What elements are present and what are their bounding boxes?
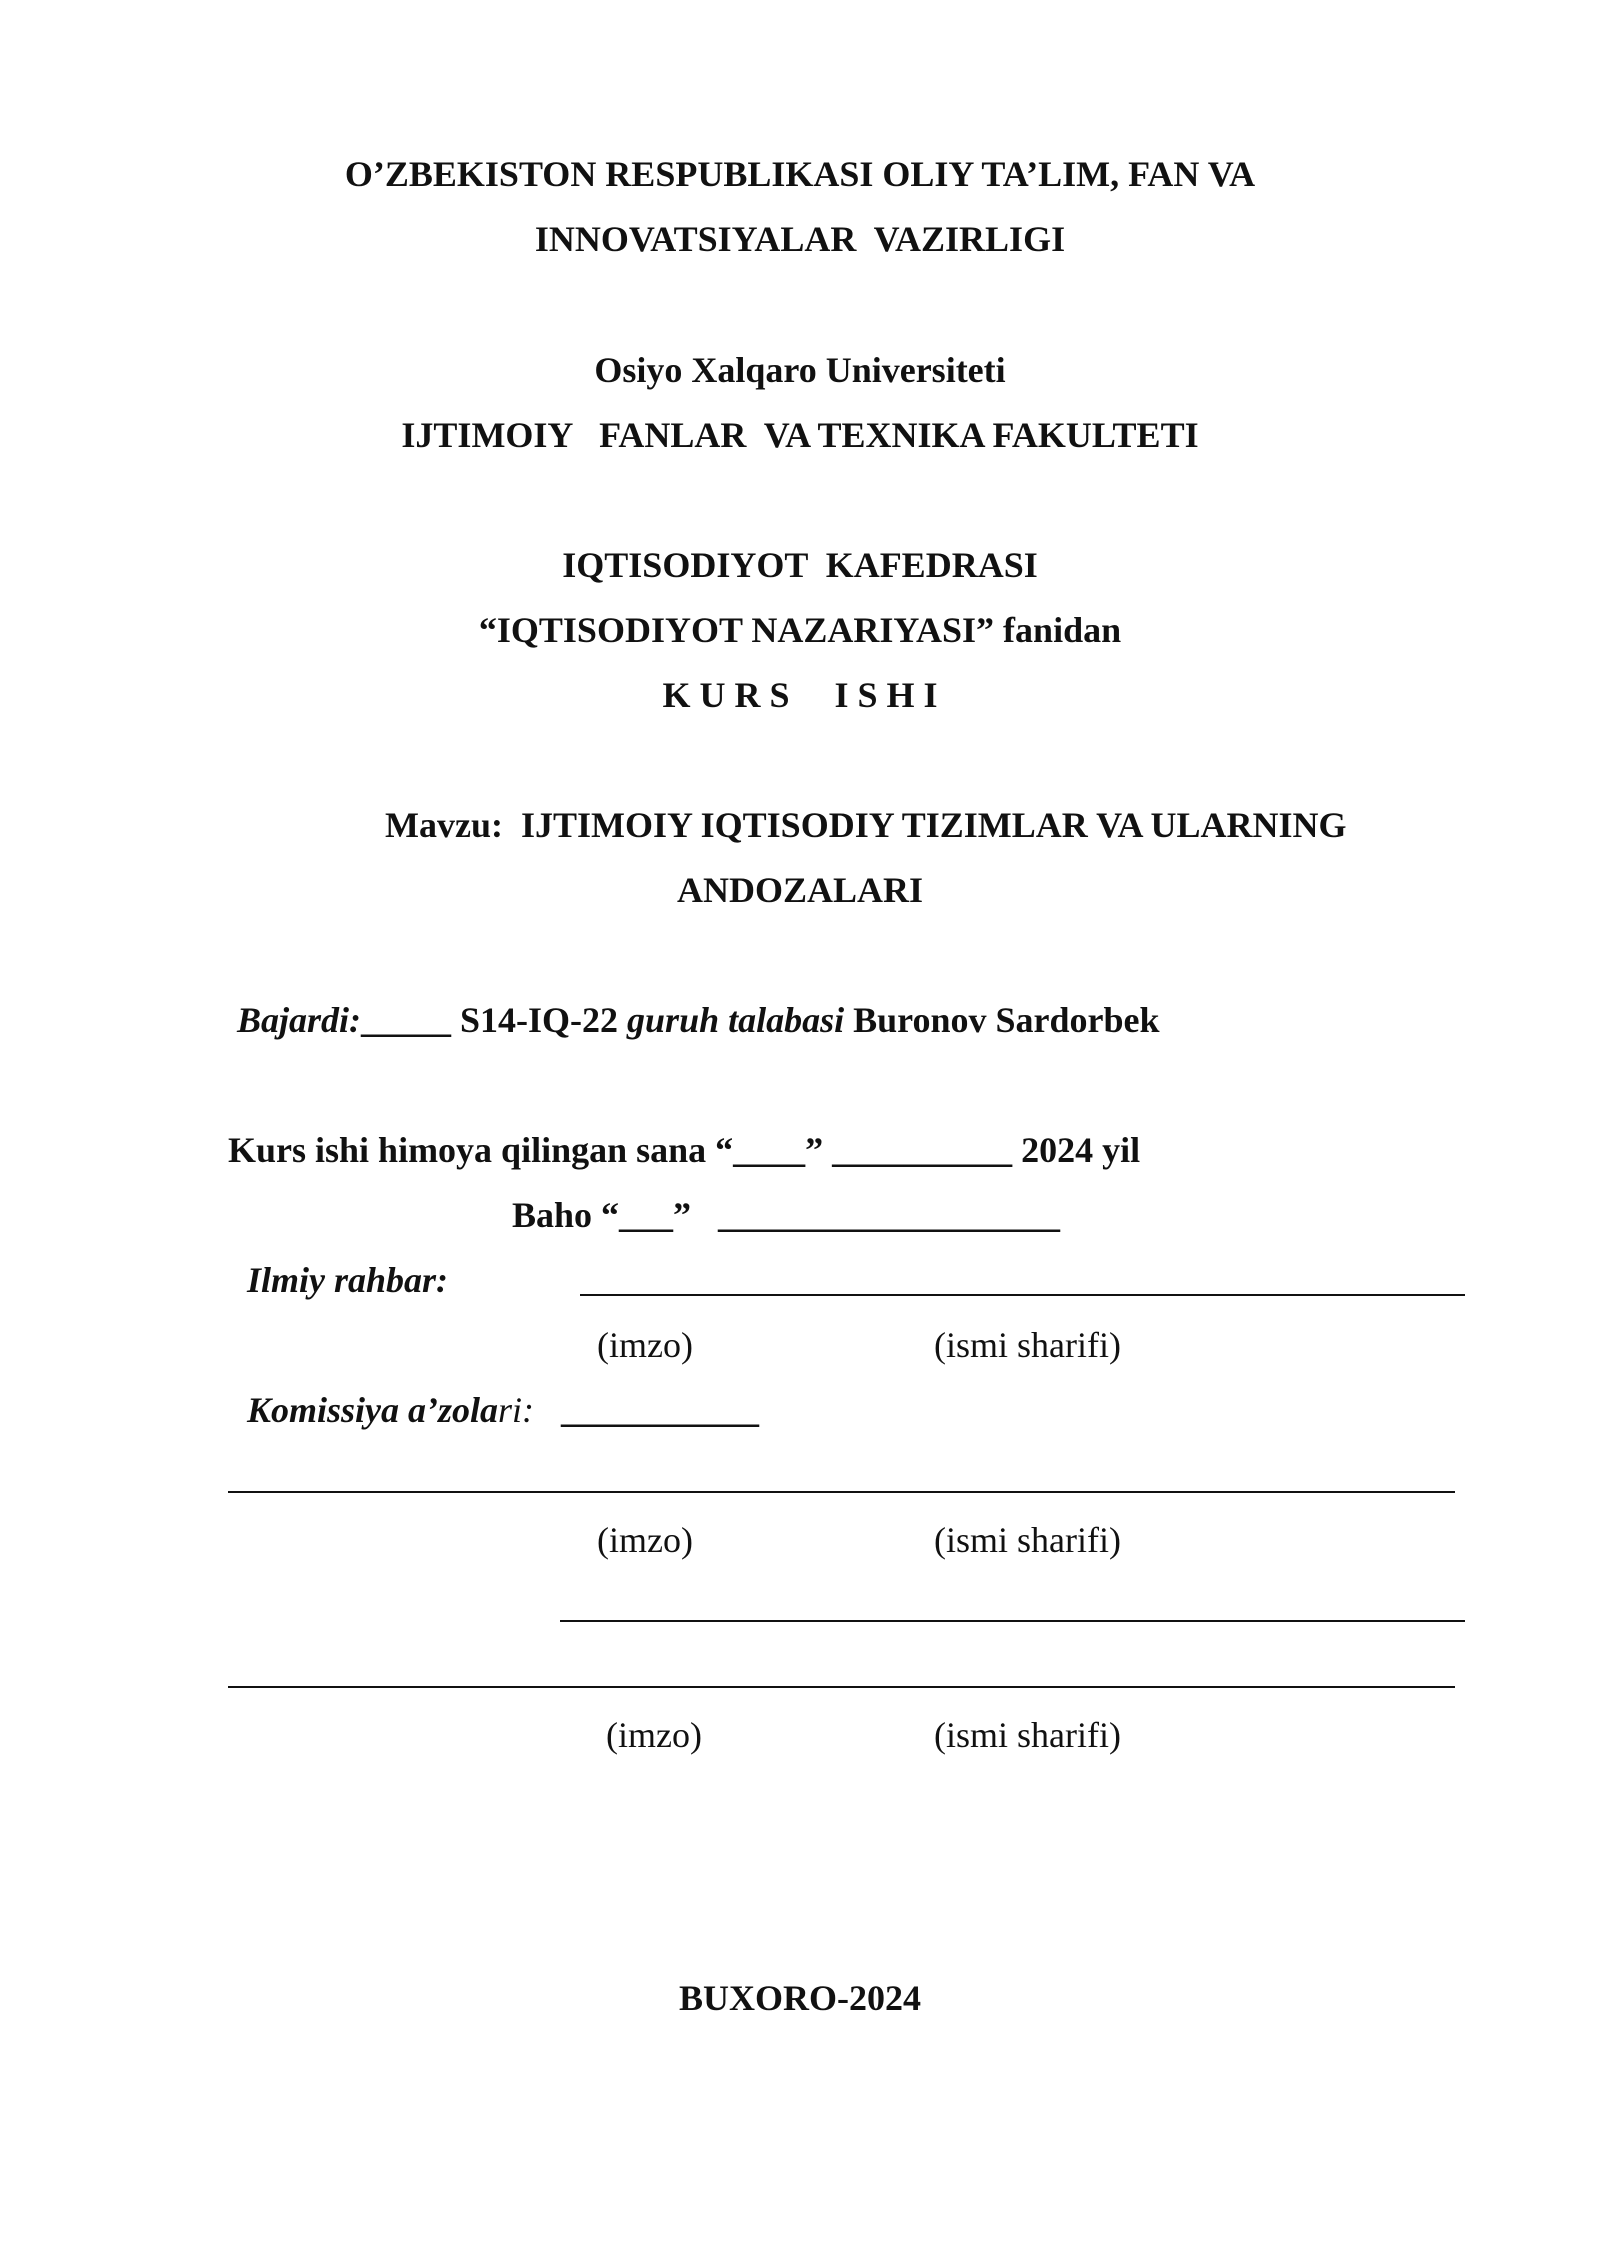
commission-label-suffix: ri: — [498, 1390, 535, 1430]
commission-line — [247, 1388, 759, 1432]
topic-title-part2: ANDOZALARI — [676, 870, 924, 910]
commission-member1-name-caption: (ismi sharifi) — [934, 1520, 1121, 1560]
student-label: Bajardi: — [237, 1000, 362, 1040]
topic-title-part1: IJTIMOIY IQTISODIY TIZIMLAR VA ULARNING — [520, 805, 1347, 845]
defense-date-line: Kurs ishi himoya qilingan sana “____” __________ 2024 yil — [228, 1130, 1141, 1170]
student-blank: _____ — [361, 1000, 452, 1040]
university-name: Osiyo Xalqaro Universiteti — [594, 350, 1006, 390]
student-name: Buronov Sardorbek — [844, 1000, 1160, 1040]
grade-line: Baho “___” ___________________ — [512, 1195, 1061, 1235]
commission-member2-name-caption: (ismi sharifi) — [934, 1715, 1121, 1755]
city-year: BUXORO-2024 — [679, 1978, 921, 2018]
supervisor-signature-rule — [580, 1294, 1465, 1296]
ministry-title-line2: INNOVATSIYALAR VAZIRLIGI — [534, 219, 1066, 259]
commission-label: Komissiya a’zola — [247, 1390, 499, 1430]
commission-blank: ___________ — [561, 1390, 760, 1430]
commission-member2-signature-caption: (imzo) — [606, 1715, 702, 1755]
topic-line1 — [385, 803, 1347, 847]
work-type: K U R S I S H I — [662, 675, 938, 715]
supervisor-label: Ilmiy rahbar: — [247, 1260, 449, 1300]
topic-label: Mavzu: — [385, 805, 503, 845]
commission-member1-rule — [228, 1491, 1455, 1493]
commission-member1-signature-caption: (imzo) — [597, 1520, 693, 1560]
student-line — [237, 998, 1160, 1042]
student-group: S14-IQ-22 — [451, 1000, 628, 1040]
supervisor-name-caption: (ismi sharifi) — [934, 1325, 1121, 1365]
subject-name: “IQTISODIYOT NAZARIYASI” fanidan — [478, 610, 1122, 650]
ministry-title-line1: O’ZBEKISTON RESPUBLIKASI OLIY TA’LIM, FAN VA — [344, 154, 1256, 194]
commission-member2-name-rule — [228, 1686, 1455, 1688]
commission-member2-signature-rule — [560, 1620, 1465, 1622]
faculty-name: IJTIMOIY FANLAR VA TEXNIKA FAKULTETI — [401, 415, 1199, 455]
supervisor-signature-caption: (imzo) — [597, 1325, 693, 1365]
department-name: IQTISODIYOT KAFEDRASI — [562, 545, 1038, 585]
student-group-suffix: guruh talabasi — [627, 1000, 845, 1040]
